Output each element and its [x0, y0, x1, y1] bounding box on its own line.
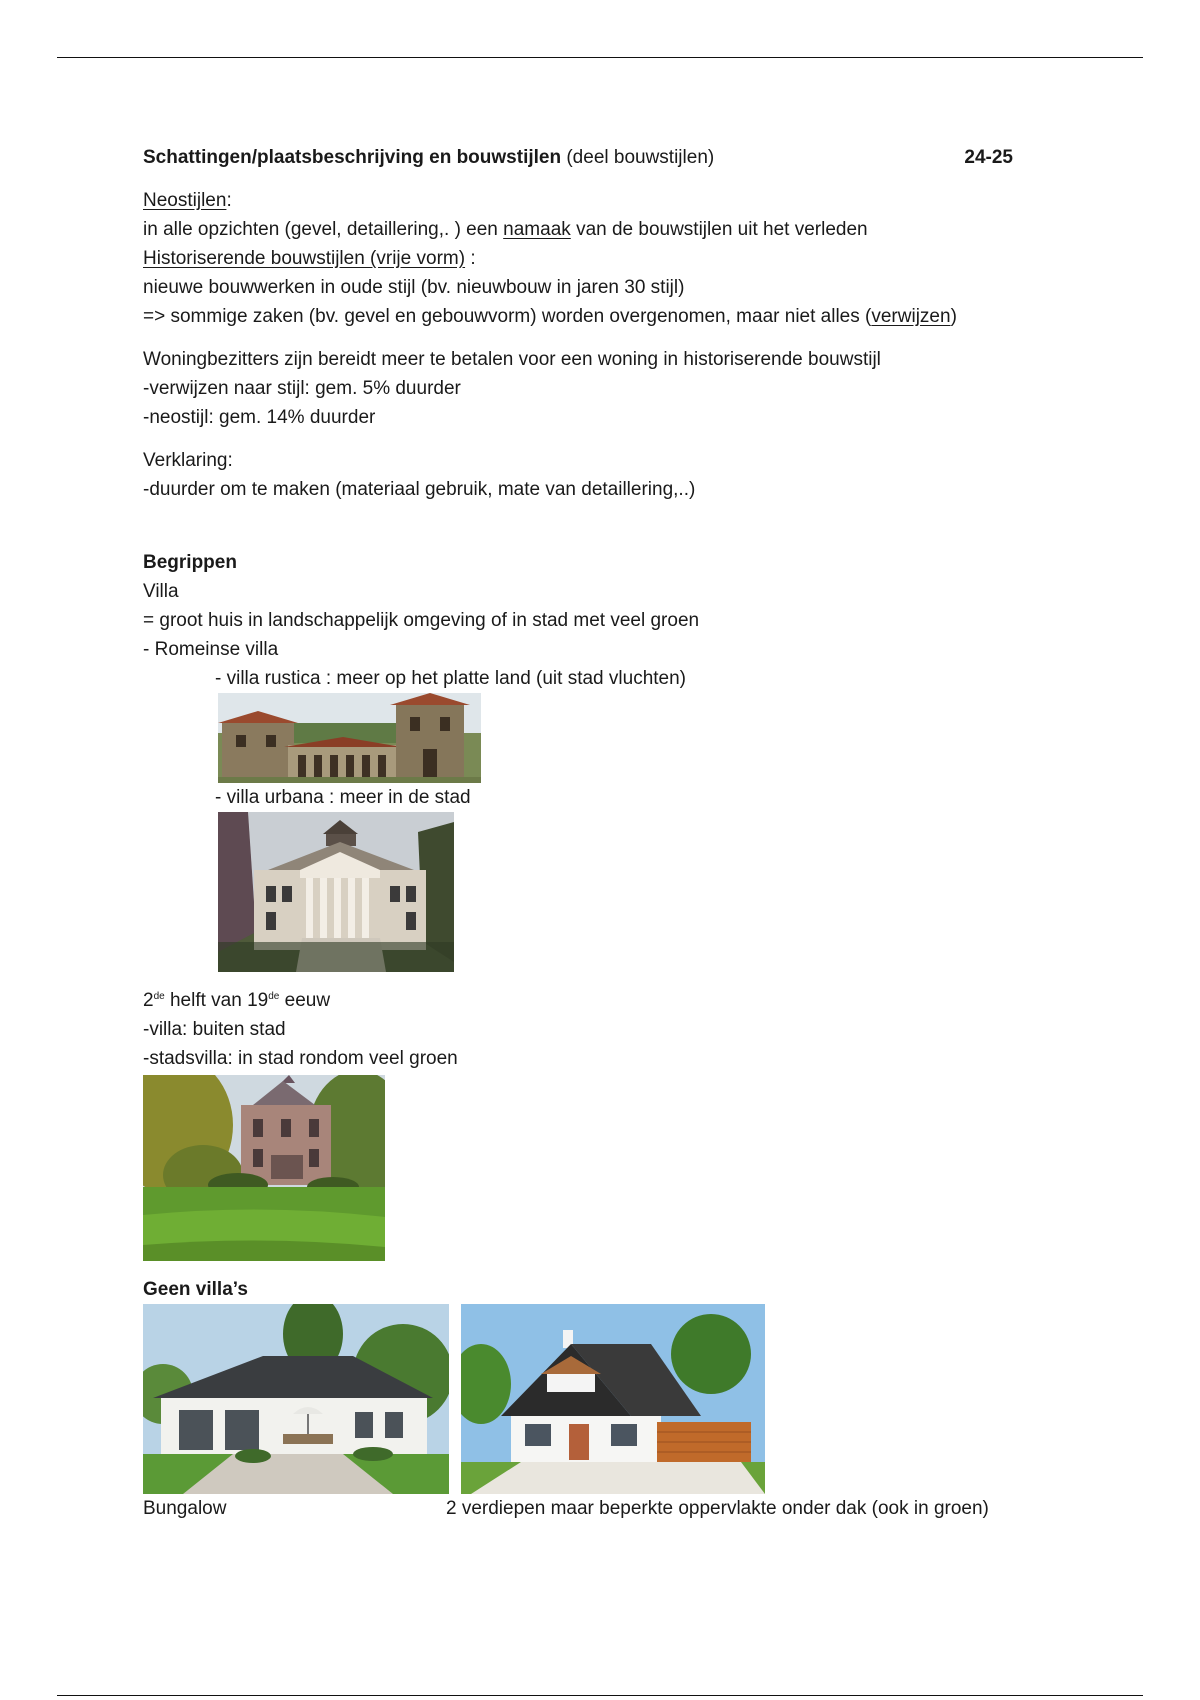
stadsvilla-photo: [143, 1075, 385, 1261]
geen-villas-heading: Geen villa’s: [143, 1279, 248, 1300]
villa-urbana: - villa urbana : meer in de stad: [215, 787, 471, 808]
top-rule: [57, 57, 1143, 58]
eeuw-heading: 2de helft van 19de eeuw: [143, 990, 331, 1011]
stadsvilla-line: -stadsvilla: in stad rondom veel groen: [143, 1048, 458, 1069]
document-header: [143, 143, 1013, 172]
villa-label: Villa: [143, 581, 179, 602]
document-title: Schattingen/plaatsbeschrijving en bouwstijlen (deel bouwstijlen): [143, 147, 715, 168]
historiserende-heading: Historiserende bouwstijlen (vrije vorm) :: [143, 248, 476, 269]
bungalow-caption: Bungalow: [143, 1498, 227, 1519]
villa-definition: = groot huis in landschappelijk omgeving of in stad met veel groen: [143, 610, 700, 631]
verklaring-line: -duurder om te maken (materiaal gebruik, mate van detaillering,..): [143, 479, 696, 500]
bottom-rule: [57, 1695, 1143, 1696]
geen-villas-captions: [143, 1494, 1063, 1523]
begrippen-heading: Begrippen: [143, 552, 237, 573]
villa-rustica: - villa rustica : meer op het platte land (uit stad vluchten): [215, 668, 687, 689]
geen-villas-photos: [143, 1304, 1063, 1494]
verklaring-label: Verklaring:: [143, 450, 233, 471]
romeinse-villa: - Romeinse villa: [143, 639, 279, 660]
neostijlen-heading: Neostijlen:: [143, 190, 232, 211]
two-storey-caption: 2 verdiepen maar beperkte oppervlakte onder dak (ook in groen): [446, 1498, 989, 1519]
villa-urbana-photo: [218, 812, 454, 972]
academic-year: 24-25: [964, 147, 1013, 168]
bungalow-photo: [143, 1304, 449, 1494]
betalen-line: Woningbezitters zijn bereidt meer te betalen voor een woning in historiserende bouwstijl: [143, 349, 881, 370]
neostijl-percent: -neostijl: gem. 14% duurder: [143, 407, 376, 428]
villa-buiten-stad: -villa: buiten stad: [143, 1019, 286, 1040]
document-body: [143, 143, 1063, 1523]
verwijzen-line: => sommige zaken (bv. gevel en gebouwvorm) worden overgenomen, maar niet alles (verwijzen): [143, 306, 957, 327]
villa-rustica-photo: [218, 693, 481, 783]
verwijzen-percent: -verwijzen naar stijl: gem. 5% duurder: [143, 378, 461, 399]
historiserende-line: nieuwe bouwwerken in oude stijl (bv. nieuwbouw in jaren 30 stijl): [143, 277, 685, 298]
neostijlen-definition: in alle opzichten (gevel, detaillering,. ) een namaak van de bouwstijlen uit het verleden: [143, 219, 868, 240]
two-storey-house-photo: [461, 1304, 765, 1494]
